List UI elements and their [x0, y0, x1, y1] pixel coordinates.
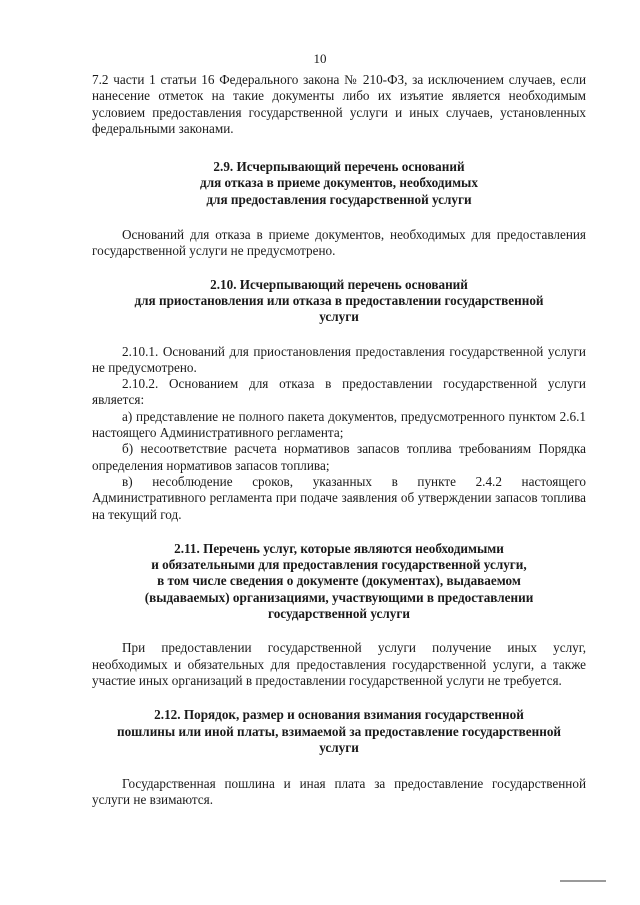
- section-2-10-item-b: б) несоответствие расчета нормативов запасов топлива требованиям Порядка определения нормативов запасов топлива;: [92, 441, 586, 473]
- heading-line: 2.9. Исчерпывающий перечень оснований: [213, 159, 465, 175]
- section-2-10-item-c: в) несоблюдение сроков, указанных в пункте 2.4.2 настоящего Административного регламента при подаче заявления об утверждении запасов топлива на текущий год.: [92, 473, 586, 522]
- heading-line: услуги: [319, 739, 359, 755]
- heading-line: 2.10. Исчерпывающий перечень оснований: [210, 276, 468, 292]
- section-2-10-paragraph-2: 2.10.2. Основанием для отказа в предоставлении государственной услуги является:: [92, 376, 586, 408]
- heading-line: и обязательными для предоставления государственной услуги,: [151, 557, 527, 573]
- section-2-12-paragraph: Государственная пошлина и иная плата за предоставление государственной услуги не взимаются.: [92, 776, 586, 808]
- section-2-10-paragraph-1: 2.10.1. Оснований для приостановления предоставления государственной услуги не предусмотрено.: [92, 343, 586, 375]
- heading-line: в том числе сведения о документе (документах), выдаваемом: [157, 573, 521, 589]
- section-2-12-heading: [92, 707, 586, 756]
- scan-artifact-mark: [560, 880, 606, 882]
- section-2-10-heading: [92, 277, 586, 326]
- heading-line: (выдаваемых) организациями, участвующими в предоставлении: [144, 589, 534, 605]
- intro-paragraph: 7.2 части 1 статьи 16 Федерального закона № 210-ФЗ, за исключением случаев, если нанесение отметок на такие документы либо их изъятие является необходимым условием предоставления государственной услуги и иных случаев, установленных федеральными законами.: [92, 72, 586, 136]
- heading-line: пошлины или иной платы, взимаемой за предоставление государственной: [116, 723, 562, 739]
- heading-line: услуги: [319, 309, 359, 325]
- heading-line: государственной услуги: [268, 606, 410, 622]
- page-number: 10: [313, 51, 327, 66]
- heading-line: 2.11. Перечень услуг, которые являются необходимыми: [174, 540, 504, 556]
- section-2-9-paragraph: Оснований для отказа в приеме документов, необходимых для предоставления государственной услуги не предусмотрено.: [92, 227, 586, 259]
- page-content: [92, 72, 586, 809]
- section-2-11-paragraph: При предоставлении государственной услуги получение иных услуг, необходимых и обязательных для предоставления государственной услуги, а также участие иных организаций в предоставлении государственной услуги не требуется.: [92, 640, 586, 688]
- section-2-9-heading: [92, 159, 586, 208]
- heading-line: 2.12. Порядок, размер и основания взимания государственной: [154, 707, 524, 723]
- section-2-11-heading: [92, 541, 586, 622]
- heading-line: для отказа в приеме документов, необходимых: [200, 175, 478, 191]
- section-2-10-item-a: а) представление не полного пакета документов, предусмотренного пунктом 2.6.1 настоящего Административного регламента;: [92, 408, 586, 441]
- heading-line: для предоставления государственной услуги: [206, 191, 472, 207]
- heading-line: для приостановления или отказа в предоставлении государственной: [134, 292, 544, 308]
